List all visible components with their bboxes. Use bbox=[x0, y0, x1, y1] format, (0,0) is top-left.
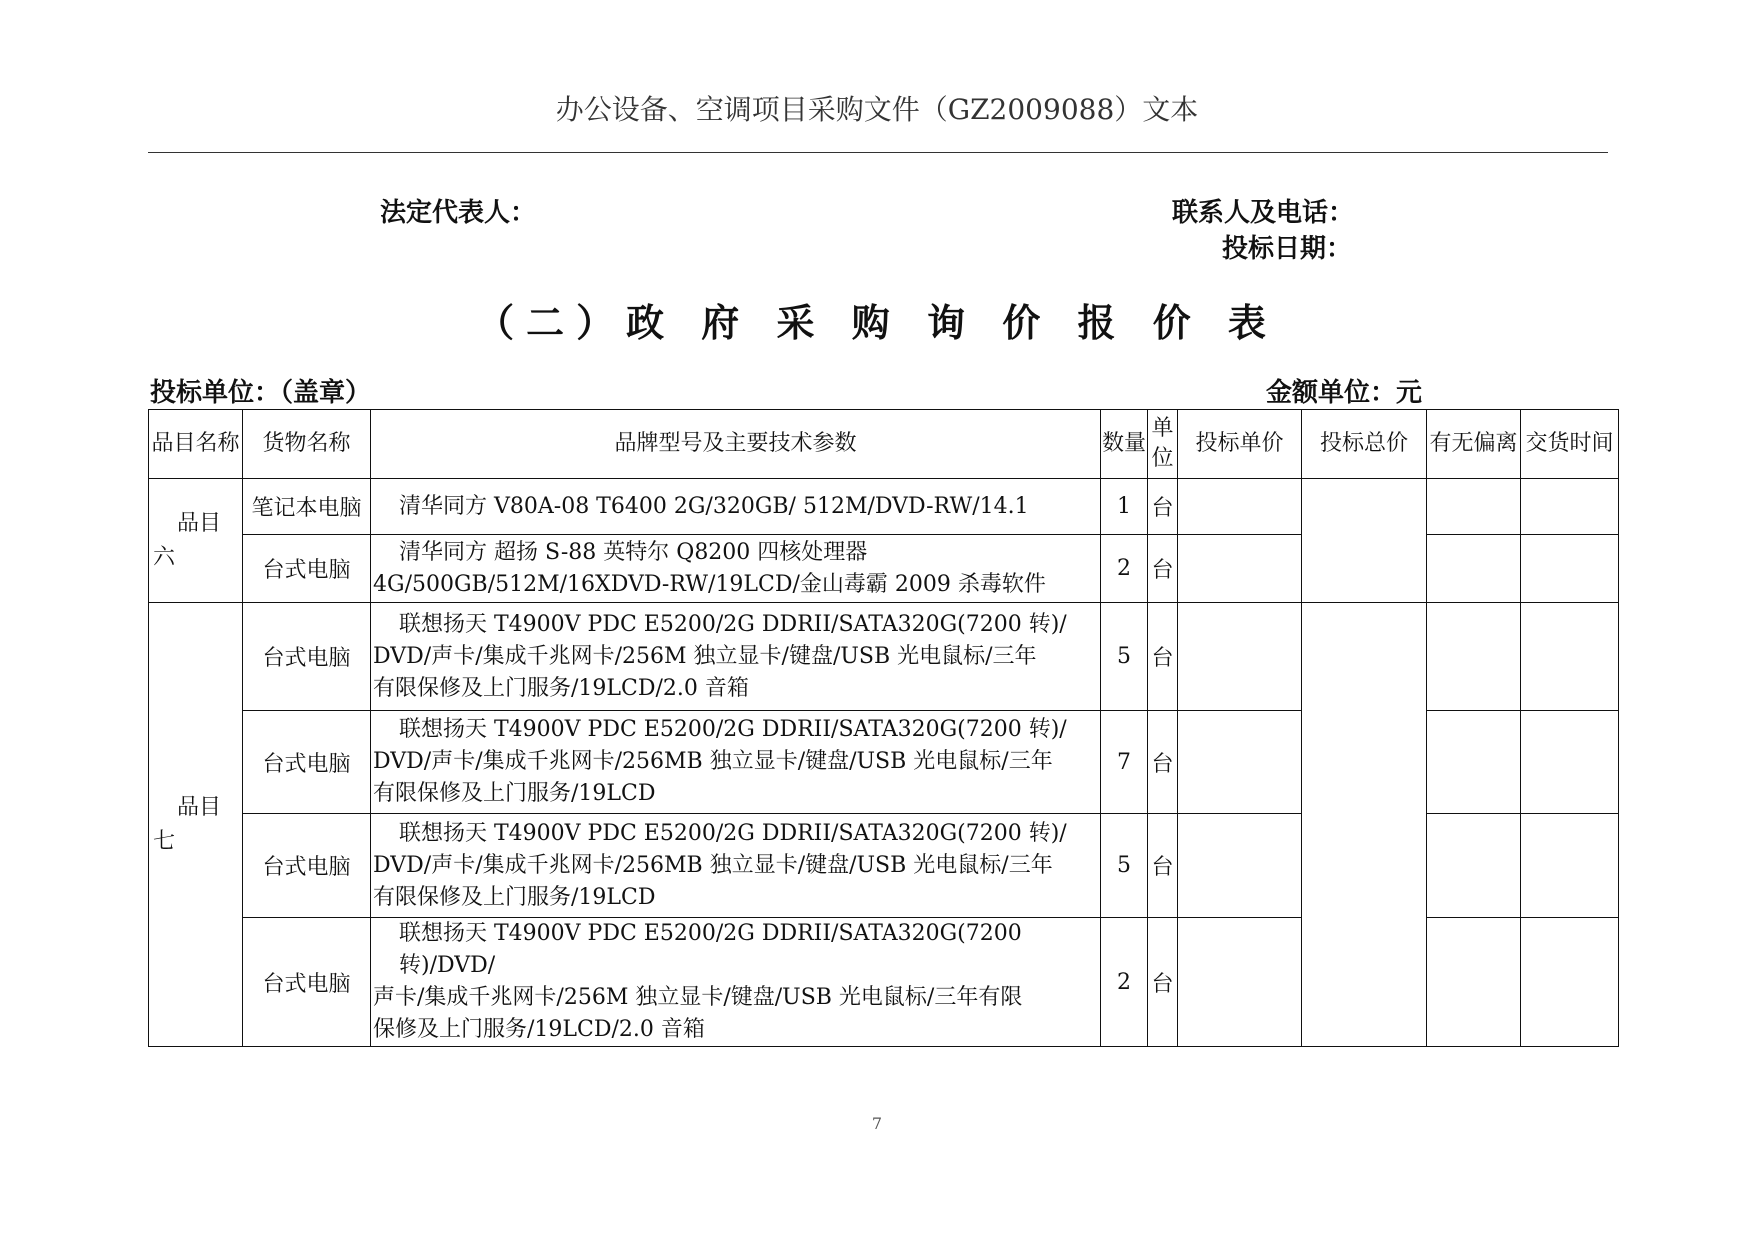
unit: 台 bbox=[1148, 535, 1178, 603]
spec-line: DVD/声卡/集成千兆网卡/256MB 独立显卡/键盘/USB 光电鼠标/三年 bbox=[373, 852, 1053, 878]
unit-price-cell[interactable] bbox=[1178, 535, 1302, 603]
deviation-cell[interactable] bbox=[1427, 918, 1521, 1047]
header-delivery-time: 交货时间 bbox=[1521, 410, 1619, 479]
spec-cell bbox=[371, 814, 1101, 918]
spec-line: 联想扬天 T4900V PDC E5200/2G DDRII/SATA320G(7200 转)/DVD/ bbox=[399, 921, 1022, 978]
header-unit: 单位 bbox=[1148, 410, 1178, 479]
form-title: （二）政 府 采 购 询 价 报 价 表 bbox=[476, 300, 1278, 345]
header-qty: 数量 bbox=[1101, 410, 1148, 479]
spec-cell bbox=[371, 535, 1101, 603]
goods-name: 台式电脑 bbox=[243, 918, 371, 1047]
unit: 台 bbox=[1148, 603, 1178, 711]
unit-price-cell[interactable] bbox=[1178, 814, 1302, 918]
delivery-time-cell[interactable] bbox=[1521, 535, 1619, 603]
bid-date-label: 投标日期： bbox=[1222, 234, 1353, 264]
amount-unit-label: 金额单位：元 bbox=[1266, 378, 1423, 408]
unit: 台 bbox=[1148, 814, 1178, 918]
deviation-cell[interactable] bbox=[1427, 535, 1521, 603]
header-goods: 货物名称 bbox=[243, 410, 371, 479]
header-deviation: 有无偏离 bbox=[1427, 410, 1521, 479]
quantity: 1 bbox=[1101, 479, 1148, 535]
unit-price-cell[interactable] bbox=[1178, 918, 1302, 1047]
delivery-time-cell[interactable] bbox=[1521, 603, 1619, 711]
category-cell bbox=[149, 479, 243, 603]
quantity: 7 bbox=[1101, 711, 1148, 814]
header-total-price: 投标总价 bbox=[1302, 410, 1427, 479]
unit-price-cell[interactable] bbox=[1178, 479, 1302, 535]
goods-name: 台式电脑 bbox=[243, 535, 371, 603]
spec-line: 清华同方 超扬 S-88 英特尔 Q8200 四核处理器 bbox=[399, 539, 868, 565]
unit-price-cell[interactable] bbox=[1178, 711, 1302, 814]
table-row bbox=[149, 479, 1619, 535]
quantity: 2 bbox=[1101, 918, 1148, 1047]
unit: 台 bbox=[1148, 711, 1178, 814]
spec-line: 4G/500GB/512M/16XDVD-RW/19LCD/金山毒霸 2009 杀毒软件 bbox=[373, 571, 1046, 597]
spec-line: 清华同方 V80A-08 T6400 2G/320GB/ 512M/DVD-RW/14.1 bbox=[399, 493, 1029, 519]
spec-line: 有限保修及上门服务/19LCD bbox=[373, 781, 656, 806]
spec-cell bbox=[371, 479, 1101, 535]
legal-representative-label: 法定代表人： bbox=[380, 198, 537, 228]
delivery-time-cell[interactable] bbox=[1521, 479, 1619, 535]
spec-line: 声卡/集成千兆网卡/256M 独立显卡/键盘/USB 光电鼠标/三年有限 bbox=[373, 985, 1023, 1010]
header-unit-price: 投标单价 bbox=[1178, 410, 1302, 479]
document-header-title: 办公设备、空调项目采购文件（GZ2009088）文本 bbox=[555, 93, 1199, 126]
goods-name: 台式电脑 bbox=[243, 814, 371, 918]
spec-line: DVD/声卡/集成千兆网卡/256MB 独立显卡/键盘/USB 光电鼠标/三年 bbox=[373, 749, 1053, 774]
total-price-cell[interactable] bbox=[1302, 603, 1427, 1047]
spec-line: 联想扬天 T4900V PDC E5200/2G DDRII/SATA320G(7200 转)/ bbox=[399, 717, 1067, 742]
spec-cell bbox=[371, 603, 1101, 711]
spec-line: 有限保修及上门服务/19LCD bbox=[373, 884, 656, 910]
spec-line: DVD/声卡/集成千兆网卡/256M 独立显卡/键盘/USB 光电鼠标/三年 bbox=[373, 643, 1037, 669]
quantity: 5 bbox=[1101, 603, 1148, 711]
delivery-time-cell[interactable] bbox=[1521, 814, 1619, 918]
quantity: 5 bbox=[1101, 814, 1148, 918]
price-quotation-table bbox=[148, 409, 1619, 1047]
goods-name: 台式电脑 bbox=[243, 711, 371, 814]
category-cell bbox=[149, 603, 243, 1047]
unit: 台 bbox=[1148, 479, 1178, 535]
goods-name: 笔记本电脑 bbox=[243, 479, 371, 535]
table-row bbox=[149, 603, 1619, 711]
delivery-time-cell[interactable] bbox=[1521, 711, 1619, 814]
spec-line: 联想扬天 T4900V PDC E5200/2G DDRII/SATA320G(7200 转)/ bbox=[399, 611, 1067, 637]
spec-cell bbox=[371, 918, 1101, 1047]
header-spec: 品牌型号及主要技术参数 bbox=[371, 410, 1101, 479]
bidder-seal-label: 投标单位：（盖章） bbox=[150, 378, 372, 408]
category-label: 品目 bbox=[177, 510, 222, 536]
contact-phone-label: 联系人及电话： bbox=[1172, 198, 1355, 228]
header-divider bbox=[148, 152, 1608, 153]
table-header-row bbox=[149, 410, 1619, 479]
page-number: 7 bbox=[871, 1114, 883, 1133]
category-label: 六 bbox=[153, 544, 176, 570]
spec-line: 有限保修及上门服务/19LCD/2.0 音箱 bbox=[373, 675, 749, 701]
deviation-cell[interactable] bbox=[1427, 479, 1521, 535]
deviation-cell[interactable] bbox=[1427, 603, 1521, 711]
spec-cell bbox=[371, 711, 1101, 814]
spec-line: 联想扬天 T4900V PDC E5200/2G DDRII/SATA320G(7200 转)/ bbox=[399, 820, 1067, 846]
category-label: 品目 bbox=[177, 794, 222, 820]
quantity: 2 bbox=[1101, 535, 1148, 603]
category-label: 七 bbox=[153, 828, 176, 854]
deviation-cell[interactable] bbox=[1427, 711, 1521, 814]
header-category: 品目名称 bbox=[149, 410, 243, 479]
total-price-cell[interactable] bbox=[1302, 479, 1427, 603]
spec-line: 保修及上门服务/19LCD/2.0 音箱 bbox=[373, 1017, 705, 1042]
delivery-time-cell[interactable] bbox=[1521, 918, 1619, 1047]
unit: 台 bbox=[1148, 918, 1178, 1047]
goods-name: 台式电脑 bbox=[243, 603, 371, 711]
unit-price-cell[interactable] bbox=[1178, 603, 1302, 711]
deviation-cell[interactable] bbox=[1427, 814, 1521, 918]
